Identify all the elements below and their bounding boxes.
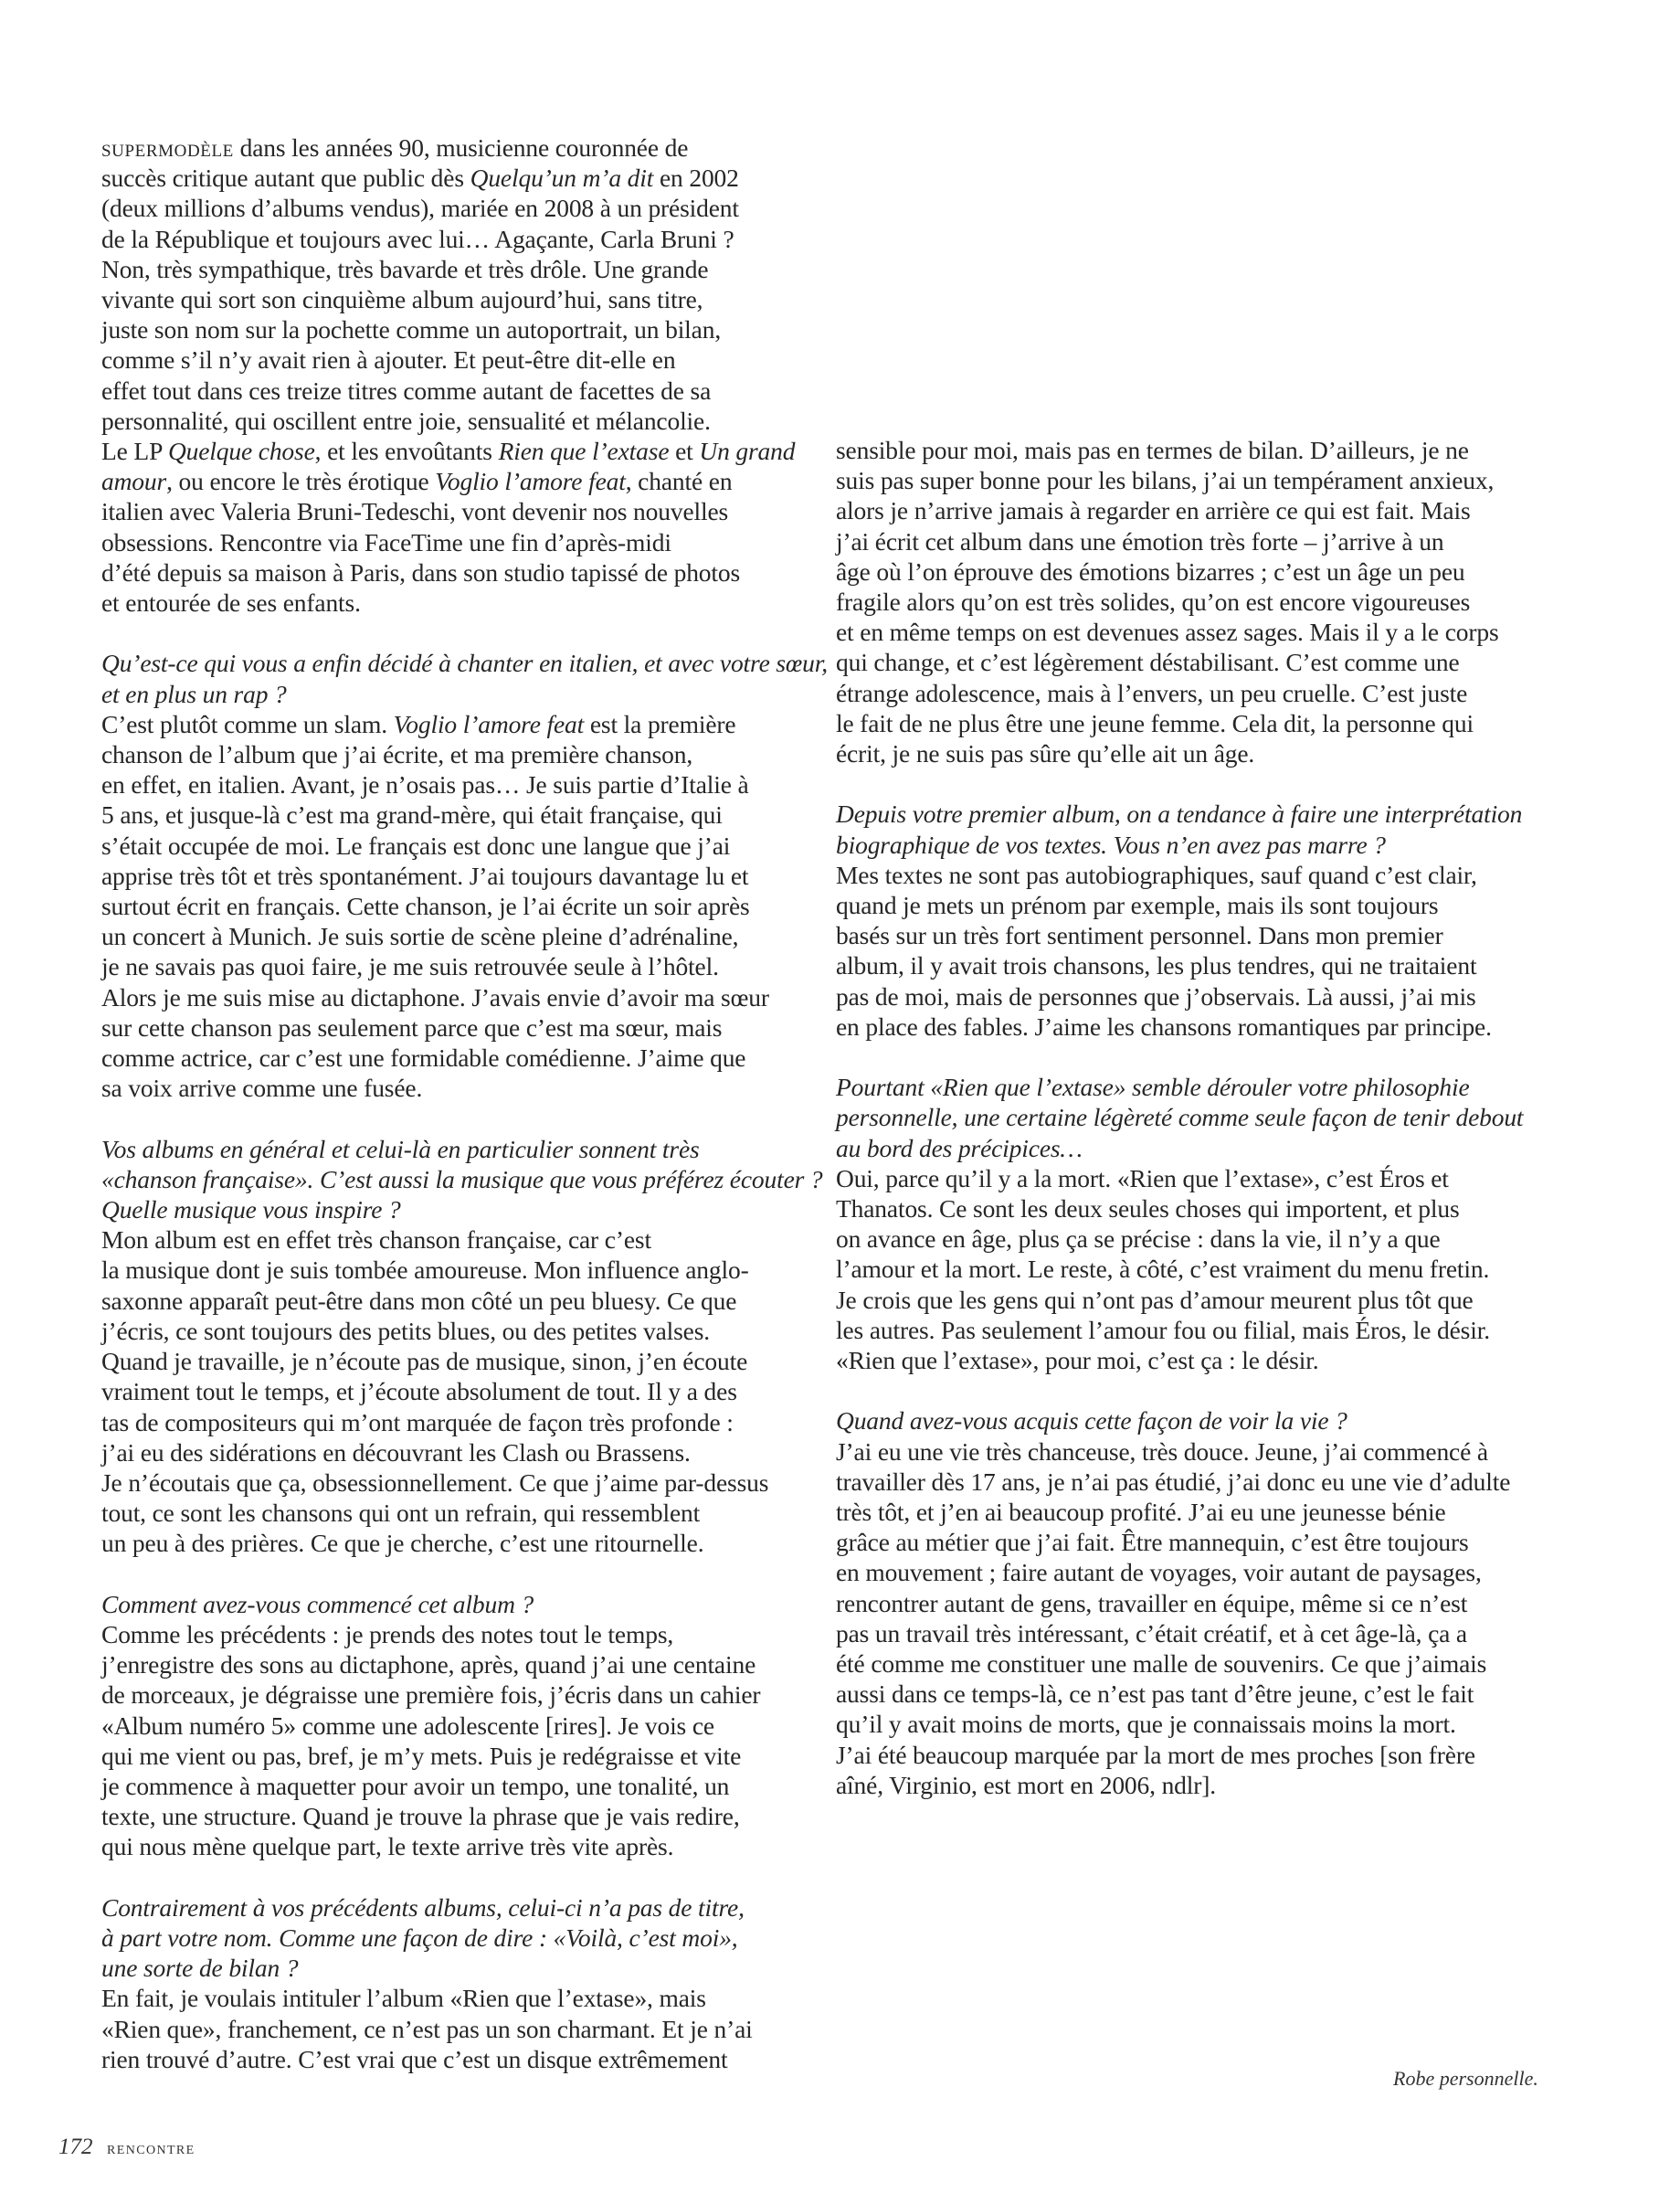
interview-answer [836,435,1558,768]
text-line [101,132,823,163]
text-line [836,1679,1558,1709]
text-line [836,435,1558,465]
paragraph-gap [101,1559,823,1589]
text-run: Non, très sympathique, très bavarde et très drôle. Une grande [101,254,709,283]
text-line [101,1286,823,1316]
text-run: s’était occupée de moi. Le français est donc une langue que j’ai [101,831,731,860]
text-line [101,1649,823,1679]
text-run: Vos albums en général et celui-là en particulier sonnent très [101,1134,700,1163]
text-run: été comme me constituer une malle de souvenirs. Ce que j’aimais [836,1649,1487,1679]
italic-title: amour [101,467,167,496]
text-run: , ou encore le très érotique [166,467,436,496]
text-line [101,557,823,588]
text-run: j’ai eu des sidérations en découvrant les Clash ou Brassens. [101,1437,691,1467]
text-line [101,254,823,284]
text-run: Quand avez-vous acquis cette façon de voir la vie ? [836,1406,1347,1436]
text-line [101,709,823,739]
text-line [101,1316,823,1346]
text-line [101,1983,823,2013]
text-line [101,1407,823,1437]
italic-title: Quelqu’un m’a dit [470,164,654,193]
text-line [101,1224,823,1255]
text-line [101,1164,823,1194]
text-line [101,921,823,951]
text-run: surtout écrit en français. Cette chanson, je l’ai écrite un soir après [101,892,750,921]
text-line [101,982,823,1012]
text-run: Mon album est en effet très chanson française, car c’est [101,1225,651,1255]
text-run: tout, ce sont les chansons qui ont un refrain, qui ressemblent [101,1499,701,1528]
text-line [101,1679,823,1710]
text-run: et en plus un rap ? [101,679,287,708]
text-line [101,1498,823,1528]
text-line [836,1345,1558,1375]
text-run: , chanté en [625,467,733,496]
italic-title: Voglio l’amore feat [393,709,585,738]
text-line [836,1467,1558,1497]
text-run: une sorte de bilan ? [101,1954,299,1983]
text-run: comme s’il n’y avait rien à ajouter. Et peut-être dit-elle en [101,345,676,375]
text-line [836,1224,1558,1254]
paragraph-gap [101,618,823,648]
text-run: d’été depuis sa maison à Paris, dans son studio tapissé de photos [101,557,741,587]
interview-answer [101,1983,823,2074]
text-run: aussi dans ce temps-là, ce n’est pas tant d’être jeune, c’est le fait [836,1679,1474,1709]
text-run: Alors je me suis mise au dictaphone. J’avais envie d’avoir ma sœur [101,982,769,1012]
text-run: sensible pour moi, mais pas en termes de bilan. D’ailleurs, je ne [836,436,1469,464]
text-run: rien trouvé d’autre. C’est vrai que c’est un disque extrêmement [101,2044,728,2073]
text-line [101,436,823,466]
text-run: Quelle musique vous inspire ? [101,1195,401,1224]
text-line [101,951,823,981]
text-line [101,800,823,830]
text-line [101,1376,823,1406]
text-line [836,1770,1558,1800]
text-run: Le LP [101,437,168,466]
text-line [101,163,823,193]
text-run: vraiment tout le temps, et j’écoute absolument de tout. Il y a des [101,1377,737,1406]
text-run: Contrairement à vos précédents albums, celui-ci n’a pas de titre, [101,1892,745,1922]
text-line [101,1346,823,1376]
text-run: étrange adolescence, mais à l’envers, un peu cruelle. C’est juste [836,678,1468,707]
text-run: sa voix arrive comme une fusée. [101,1074,423,1103]
text-line [101,1194,823,1224]
text-run: alors je n’arrive jamais à regarder en arrière ce qui est fait. Mais [836,496,1471,525]
text-run: Comment avez-vous commencé cet album ? [101,1589,534,1618]
text-run: et en même temps on est devenues assez sages. Mais il y a le corps [836,618,1499,647]
text-line [101,1892,823,1923]
text-line [836,981,1558,1012]
text-run: l’amour et la mort. Le reste, à côté, c’est vraiment du menu fretin. [836,1255,1490,1284]
text-run: personnelle, une certaine légèreté comme seule façon de tenir debout [836,1103,1524,1132]
text-line [836,587,1558,617]
text-line [101,1589,823,1619]
text-line [836,1405,1558,1436]
text-run: sur cette chanson pas seulement parce que c’est ma sœur, mais [101,1012,723,1042]
text-line [101,1073,823,1103]
text-line [101,1923,823,1953]
text-line [101,193,823,223]
paragraph-gap [101,1103,823,1133]
text-line [101,376,823,406]
text-run: Thanatos. Ce sont les deux seules choses qui importent, et plus [836,1194,1460,1224]
text-line [836,617,1558,647]
text-run: en mouvement ; faire autant de voyages, voir autant de paysages, [836,1558,1482,1587]
text-run: , et les envoûtants [314,437,499,466]
text-line [101,1528,823,1558]
text-run: grâce au métier que j’ai fait. Être mannequin, c’est être toujours [836,1528,1469,1557]
text-run: qui change, et c’est légèrement déstabilisant. C’est comme une [836,648,1460,677]
text-line [101,1437,823,1467]
paragraph-gap [836,768,1558,799]
interview-answer [836,860,1558,1042]
text-line [836,799,1558,829]
text-line [101,1801,823,1831]
text-line [101,2044,823,2074]
text-run: j’écris, ce sont toujours des petits blues, ou des petites valses. [101,1316,711,1345]
text-run: chanson de l’album que j’ai écrite, et ma première chanson, [101,740,693,769]
text-run: succès critique autant que public dès [101,164,470,193]
interview-question [836,1072,1558,1163]
text-line [836,860,1558,890]
text-run: un peu à des prières. Ce que je cherche, c’est une ritournelle. [101,1529,704,1558]
text-line [101,496,823,526]
interview-question [101,1134,823,1225]
text-run: Pourtant «Rien que l’extase» semble dérouler votre philosophie [836,1073,1470,1102]
text-run: «Rien que», franchement, ce n’est pas un son charmant. Et je n’ai [101,2014,753,2043]
text-line [101,224,823,254]
text-run: Qu’est-ce qui vous a enfin décidé à chanter en italien, et avec votre sœur, [101,649,828,678]
paragraph-gap [101,1862,823,1892]
text-run: Depuis votre premier album, on a tendance à faire une interprétation [836,800,1523,829]
text-run: pas un travail très intéressant, c’était créatif, et à cet âge-là, ça a [836,1618,1467,1647]
text-run: fragile alors qu’on est très solides, qu’on est encore vigoureuses [836,588,1471,617]
text-run: Quand je travaille, je n’écoute pas de musique, sinon, j’en écoute [101,1347,748,1376]
text-run: aîné, Virginio, est mort en 2006, ndlr]. [836,1770,1216,1799]
text-line [101,314,823,344]
text-line [836,1588,1558,1618]
text-run: la musique dont je suis tombée amoureuse. Mon influence anglo- [101,1255,749,1285]
italic-title: Voglio l’amore feat [435,467,626,496]
text-run: et entourée de ses enfants. [101,588,361,618]
interview-question [836,1405,1558,1436]
text-line [836,678,1558,708]
text-line [836,495,1558,525]
text-line [101,831,823,861]
text-run: juste son nom sur la pochette comme un autoportrait, un bilan, [101,315,722,344]
text-run: Oui, parce qu’il y a la mort. «Rien que l’extase», c’est Éros et [836,1163,1449,1192]
text-line [836,1163,1558,1193]
text-run: rencontrer autant de gens, travailler en équipe, même si ce n’est [836,1588,1468,1617]
photo-caption: Robe personnelle. [1393,2067,1538,2090]
text-run: texte, une structure. Quand je trouve la phrase que je vais redire, [101,1802,740,1831]
paragraph-gap [836,1042,1558,1072]
text-run: je commence à maquetter pour avoir un tempo, une tonalité, un [101,1771,730,1800]
text-line [836,465,1558,495]
text-run: écrit, je ne suis pas sûre qu’elle ait un âge. [836,739,1255,768]
text-run: 5 ans, et jusque-là c’est ma grand-mère, qui était française, qui [101,800,723,830]
section-name: rencontre [107,2138,195,2158]
text-line [101,861,823,891]
text-run: italien avec Valeria Bruni-Tedeschi, vont devenir nos nouvelles [101,497,729,526]
text-run: album, il y avait trois chansons, les plus tendres, qui ne traitaient [836,951,1477,980]
text-run: j’enregistre des sons au dictaphone, après, quand j’ai une centaine [101,1650,756,1679]
text-run: le fait de ne plus être une jeune femme. Cela dit, la personne qui [836,708,1474,737]
text-run: pas de moi, mais de personnes que j’observais. Là aussi, j’ai mis [836,981,1476,1011]
text-line [836,1648,1558,1679]
text-run: C’est plutôt comme un slam. [101,709,394,738]
text-run: en place des fables. J’aime les chansons romantiques par principe. [836,1012,1492,1041]
text-line [101,2014,823,2044]
text-run: tas de compositeurs qui m’ont marquée de façon très profonde : [101,1407,734,1436]
text-run: qui me vient ou pas, bref, je m’y mets. Puis je redégraisse et vite [101,1741,742,1770]
text-run: de morceaux, je dégraisse une première fois, j’écris dans un cahier [101,1680,761,1710]
text-line [836,1102,1558,1132]
text-line [101,891,823,921]
interview-question [101,648,828,708]
text-line [101,344,823,375]
text-run: personnalité, qui oscillent entre joie, sensualité et mélancolie. [101,406,711,435]
text-run: «Rien que l’extase», pour moi, c’est ça : le désir. [836,1346,1319,1375]
text-line [101,1741,823,1771]
text-line [101,1134,823,1164]
text-run: Comme les précédents : je prends des notes tout le temps, [101,1619,674,1648]
text-line [101,1043,823,1073]
text-line [101,527,823,557]
text-run: est la première [584,709,736,738]
text-run: basés sur un très fort sentiment personnel. Dans mon premier [836,921,1443,950]
text-run: un concert à Munich. Je suis sortie de scène pleine d’adrénaline, [101,922,739,951]
text-run: vivante qui sort son cinquième album aujourd’hui, sans titre, [101,285,703,314]
text-line [101,1771,823,1801]
interview-question [101,1589,823,1619]
text-line [101,769,823,800]
text-run: J’ai eu une vie très chanceuse, très douce. Jeune, j’ai commencé à [836,1436,1488,1466]
text-run: effet tout dans ces treize titres comme autant de facettes de sa [101,376,712,405]
text-run: et [669,437,700,466]
page-folio [58,2135,195,2160]
text-line [101,679,823,709]
text-run: biographique de vos textes. Vous n’en avez pas marre ? [836,830,1386,859]
page-number: 172 [58,2135,93,2159]
text-run: Mes textes ne sont pas autobiographiques, sauf quand c’est clair, [836,860,1477,889]
text-line [101,406,823,436]
text-run: «chanson française». C’est aussi la musique que vous préférez écouter ? [101,1164,823,1193]
text-run: de la République et toujours avec lui… Agaçante, Carla Bruni ? [101,224,734,253]
text-line [101,466,823,496]
interview-answer [836,1436,1558,1800]
text-run: dans les années 90, musicienne couronnée de [233,133,689,162]
text-line [101,1255,823,1285]
text-run: J’ai été beaucoup marquée par la mort de mes proches [son frère [836,1740,1475,1769]
text-line [836,526,1558,556]
text-line [836,1497,1558,1527]
text-run: comme actrice, car c’est une formidable comédienne. J’aime que [101,1044,746,1073]
italic-title: Rien que l’extase [498,437,670,466]
text-line [836,1709,1558,1739]
article-column-right [836,435,1558,1800]
text-line [836,950,1558,980]
article-column-left [101,132,828,2074]
text-line [836,830,1558,860]
text-run: qui nous mène quelque part, le texte arrive très vite après. [101,1832,674,1861]
italic-title: Un grand [699,437,796,466]
text-run: obsessions. Rencontre via FaceTime une fin d’après-midi [101,527,671,556]
text-line [101,1619,823,1649]
text-run: quand je mets un prénom par exemple, mais ils sont toujours [836,891,1439,920]
text-line [836,556,1558,587]
text-run: très tôt, et j’en ai beaucoup profité. J’ai eu une jeunesse bénie [836,1498,1446,1527]
text-line [836,1436,1558,1467]
text-line [101,284,823,314]
text-line [101,1711,823,1741]
text-run: travailler dès 17 ans, je n’ai pas étudié, j’ai donc eu une vie d’adulte [836,1467,1511,1496]
text-line [836,1527,1558,1557]
interview-answer [101,1224,823,1558]
text-run: je ne savais pas quoi faire, je me suis retrouvée seule à l’hôtel. [101,952,719,981]
text-line [836,1315,1558,1345]
text-run: (deux millions d’albums vendus), mariée en 2008 à un président [101,194,739,223]
text-line [836,1557,1558,1587]
text-line [836,738,1558,768]
text-run: qu’il y avait moins de morts, que je connaissais moins la mort. [836,1710,1456,1739]
text-line [101,1467,823,1498]
text-line [836,1072,1558,1102]
paragraph-gap [836,1375,1558,1405]
interview-answer [101,1619,823,1862]
text-line [836,920,1558,950]
text-line [101,1831,823,1861]
text-run: on avance en âge, plus ça se précise : dans la vie, il n’y a que [836,1224,1441,1254]
interview-answer [836,1163,1558,1375]
text-line [836,1618,1558,1648]
text-line [836,1012,1558,1042]
text-run: apprise très tôt et très spontanément. J’ai toujours davantage lu et [101,861,749,890]
text-run: en effet, en italien. Avant, je n’osais pas… Je suis partie d’Italie à [101,770,749,800]
text-line [836,890,1558,920]
text-line [836,1740,1558,1770]
text-line [836,647,1558,677]
text-line [836,1285,1558,1315]
text-run: «Album numéro 5» comme une adolescente [rires]. Je vois ce [101,1711,714,1740]
text-line [101,588,823,618]
italic-title: Quelque chose [167,437,315,466]
text-run: En fait, je voulais intituler l’album «Rien que l’extase», mais [101,1984,706,2013]
interview-question [836,799,1558,859]
text-line [101,1953,823,1983]
text-run: saxonne apparaît peut-être dans mon côté un peu bluesy. Ce que [101,1286,737,1315]
interview-question [101,1892,823,1984]
text-run: à part votre nom. Comme une façon de dire : «Voilà, c’est moi», [101,1923,738,1952]
text-run: suis pas super bonne pour les bilans, j’ai un tempérament anxieux, [836,466,1495,495]
lead-word: supermodèle [101,133,234,162]
text-line [101,648,828,678]
text-run: Je crois que les gens qui n’ont pas d’amour meurent plus tôt que [836,1285,1474,1314]
text-run: les autres. Pas seulement l’amour fou ou filial, mais Éros, le désir. [836,1315,1490,1344]
text-line [836,708,1558,738]
text-line [836,1193,1558,1224]
intro-paragraph [101,132,823,618]
text-run: Je n’écoutais que ça, obsessionnellement. Ce que j’aime par-dessus [101,1467,769,1497]
text-line [101,739,823,769]
text-line [836,1254,1558,1284]
interview-answer [101,709,823,1104]
text-run: j’ai écrit cet album dans une émotion très forte – j’arrive à un [836,526,1444,556]
text-run: en 2002 [653,164,739,193]
text-run: au bord des précipices… [836,1133,1083,1162]
text-line [101,1012,823,1043]
text-line [836,1133,1558,1163]
text-run: âge où l’on éprouve des émotions bizarres ; c’est un âge un peu [836,556,1465,586]
